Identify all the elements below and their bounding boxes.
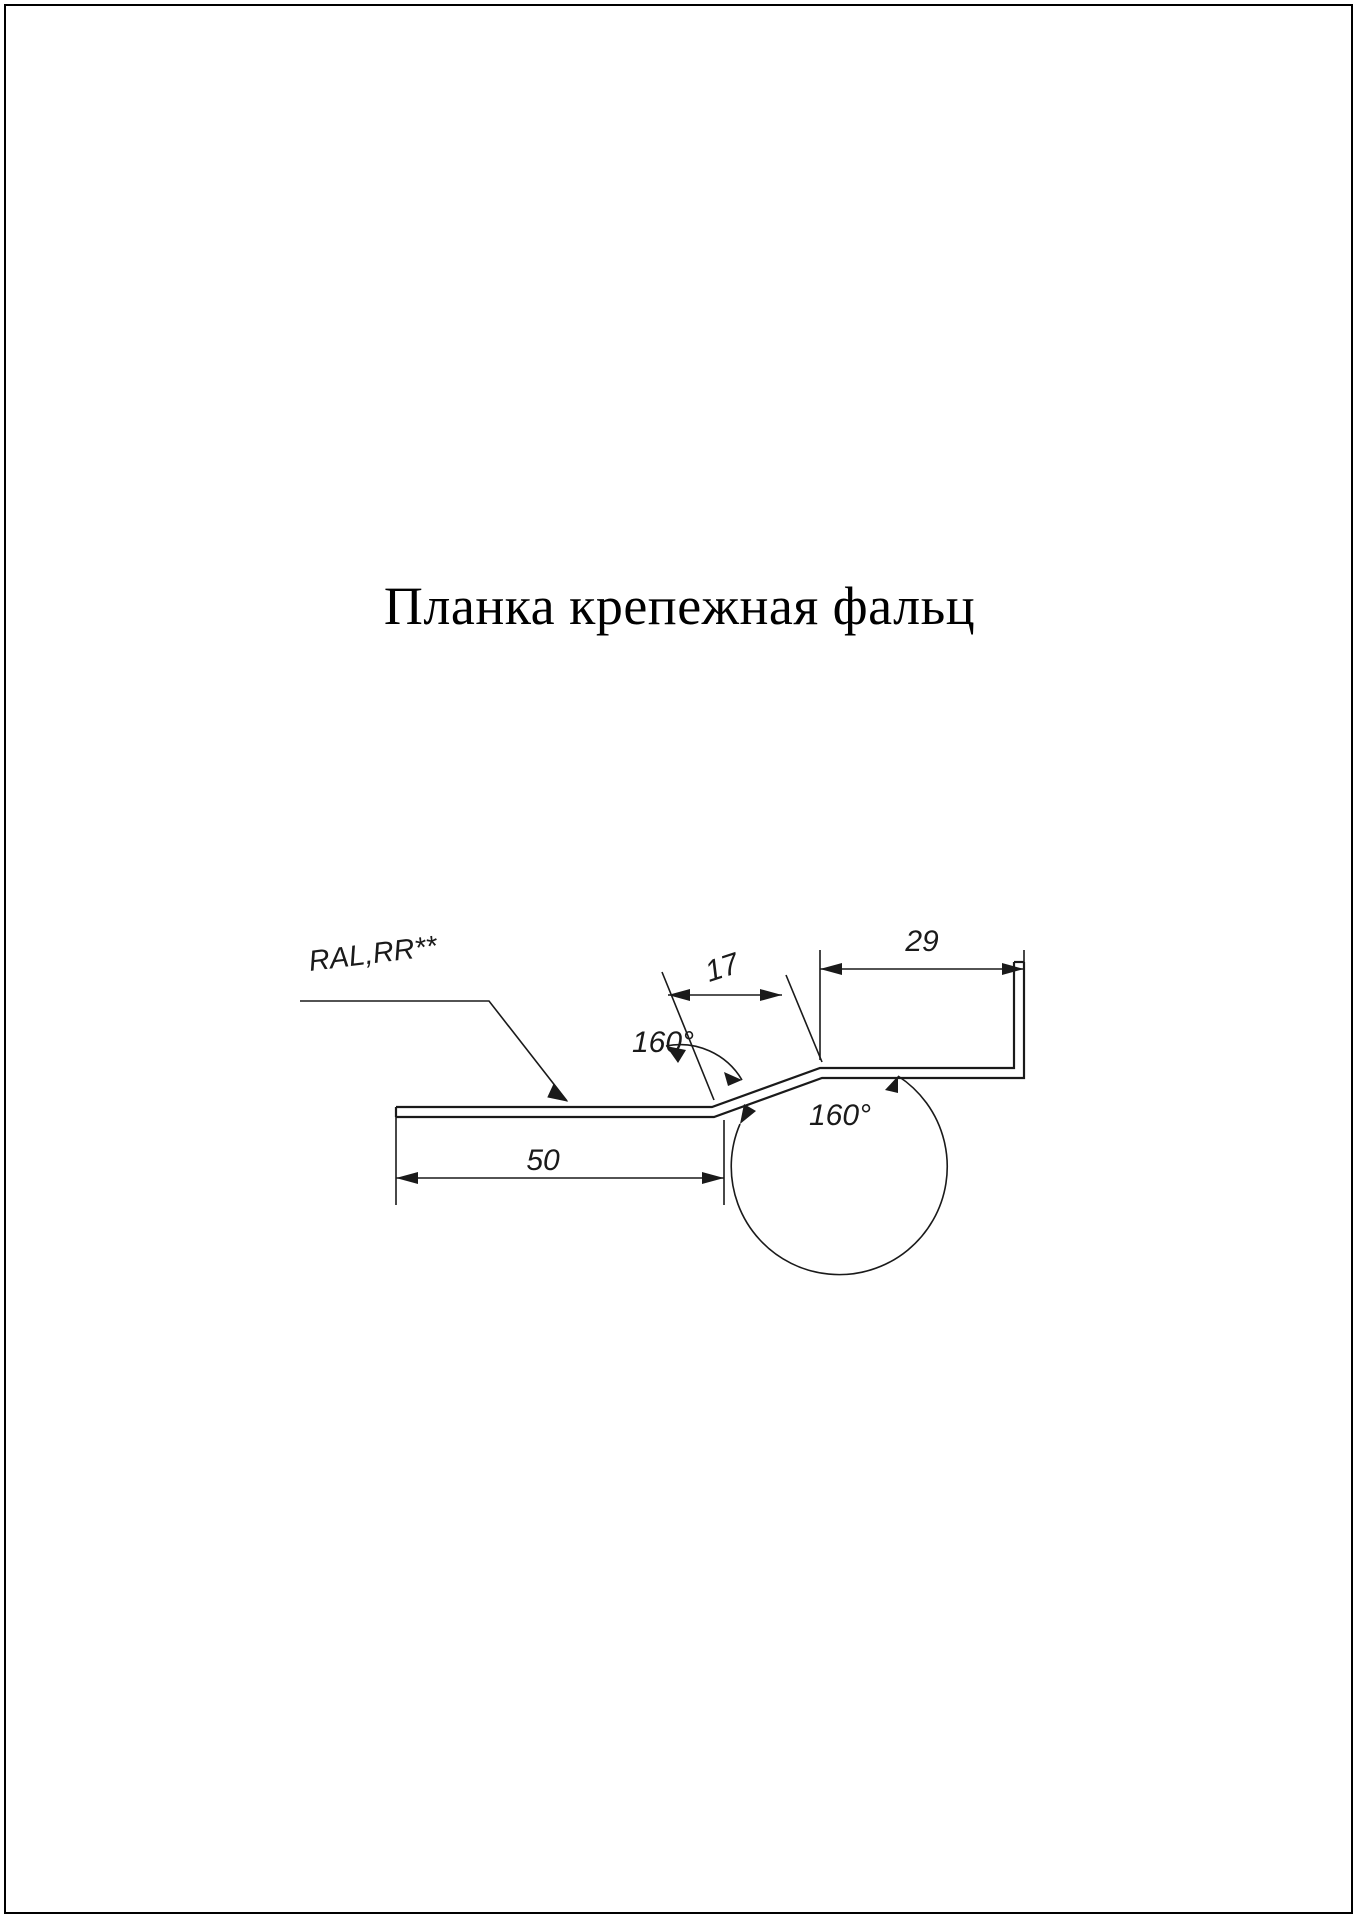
dimension-29	[820, 925, 1024, 1070]
dimension-50-text: 50	[526, 1144, 560, 1177]
page-title: Планка крепежная фальц	[383, 576, 976, 636]
angle-lower	[731, 1076, 947, 1275]
coating-label-text: RAL,RR**	[306, 930, 439, 978]
dimension-29-text: 29	[905, 925, 939, 958]
dimension-50	[396, 1110, 724, 1205]
angle-lower-text: 160°	[808, 1099, 872, 1132]
dimension-17-text: 17	[701, 947, 744, 989]
angle-upper-text: 160°	[631, 1026, 695, 1059]
angle-upper	[632, 1026, 742, 1086]
coating-leader	[300, 1001, 567, 1101]
coating-label	[307, 930, 441, 978]
